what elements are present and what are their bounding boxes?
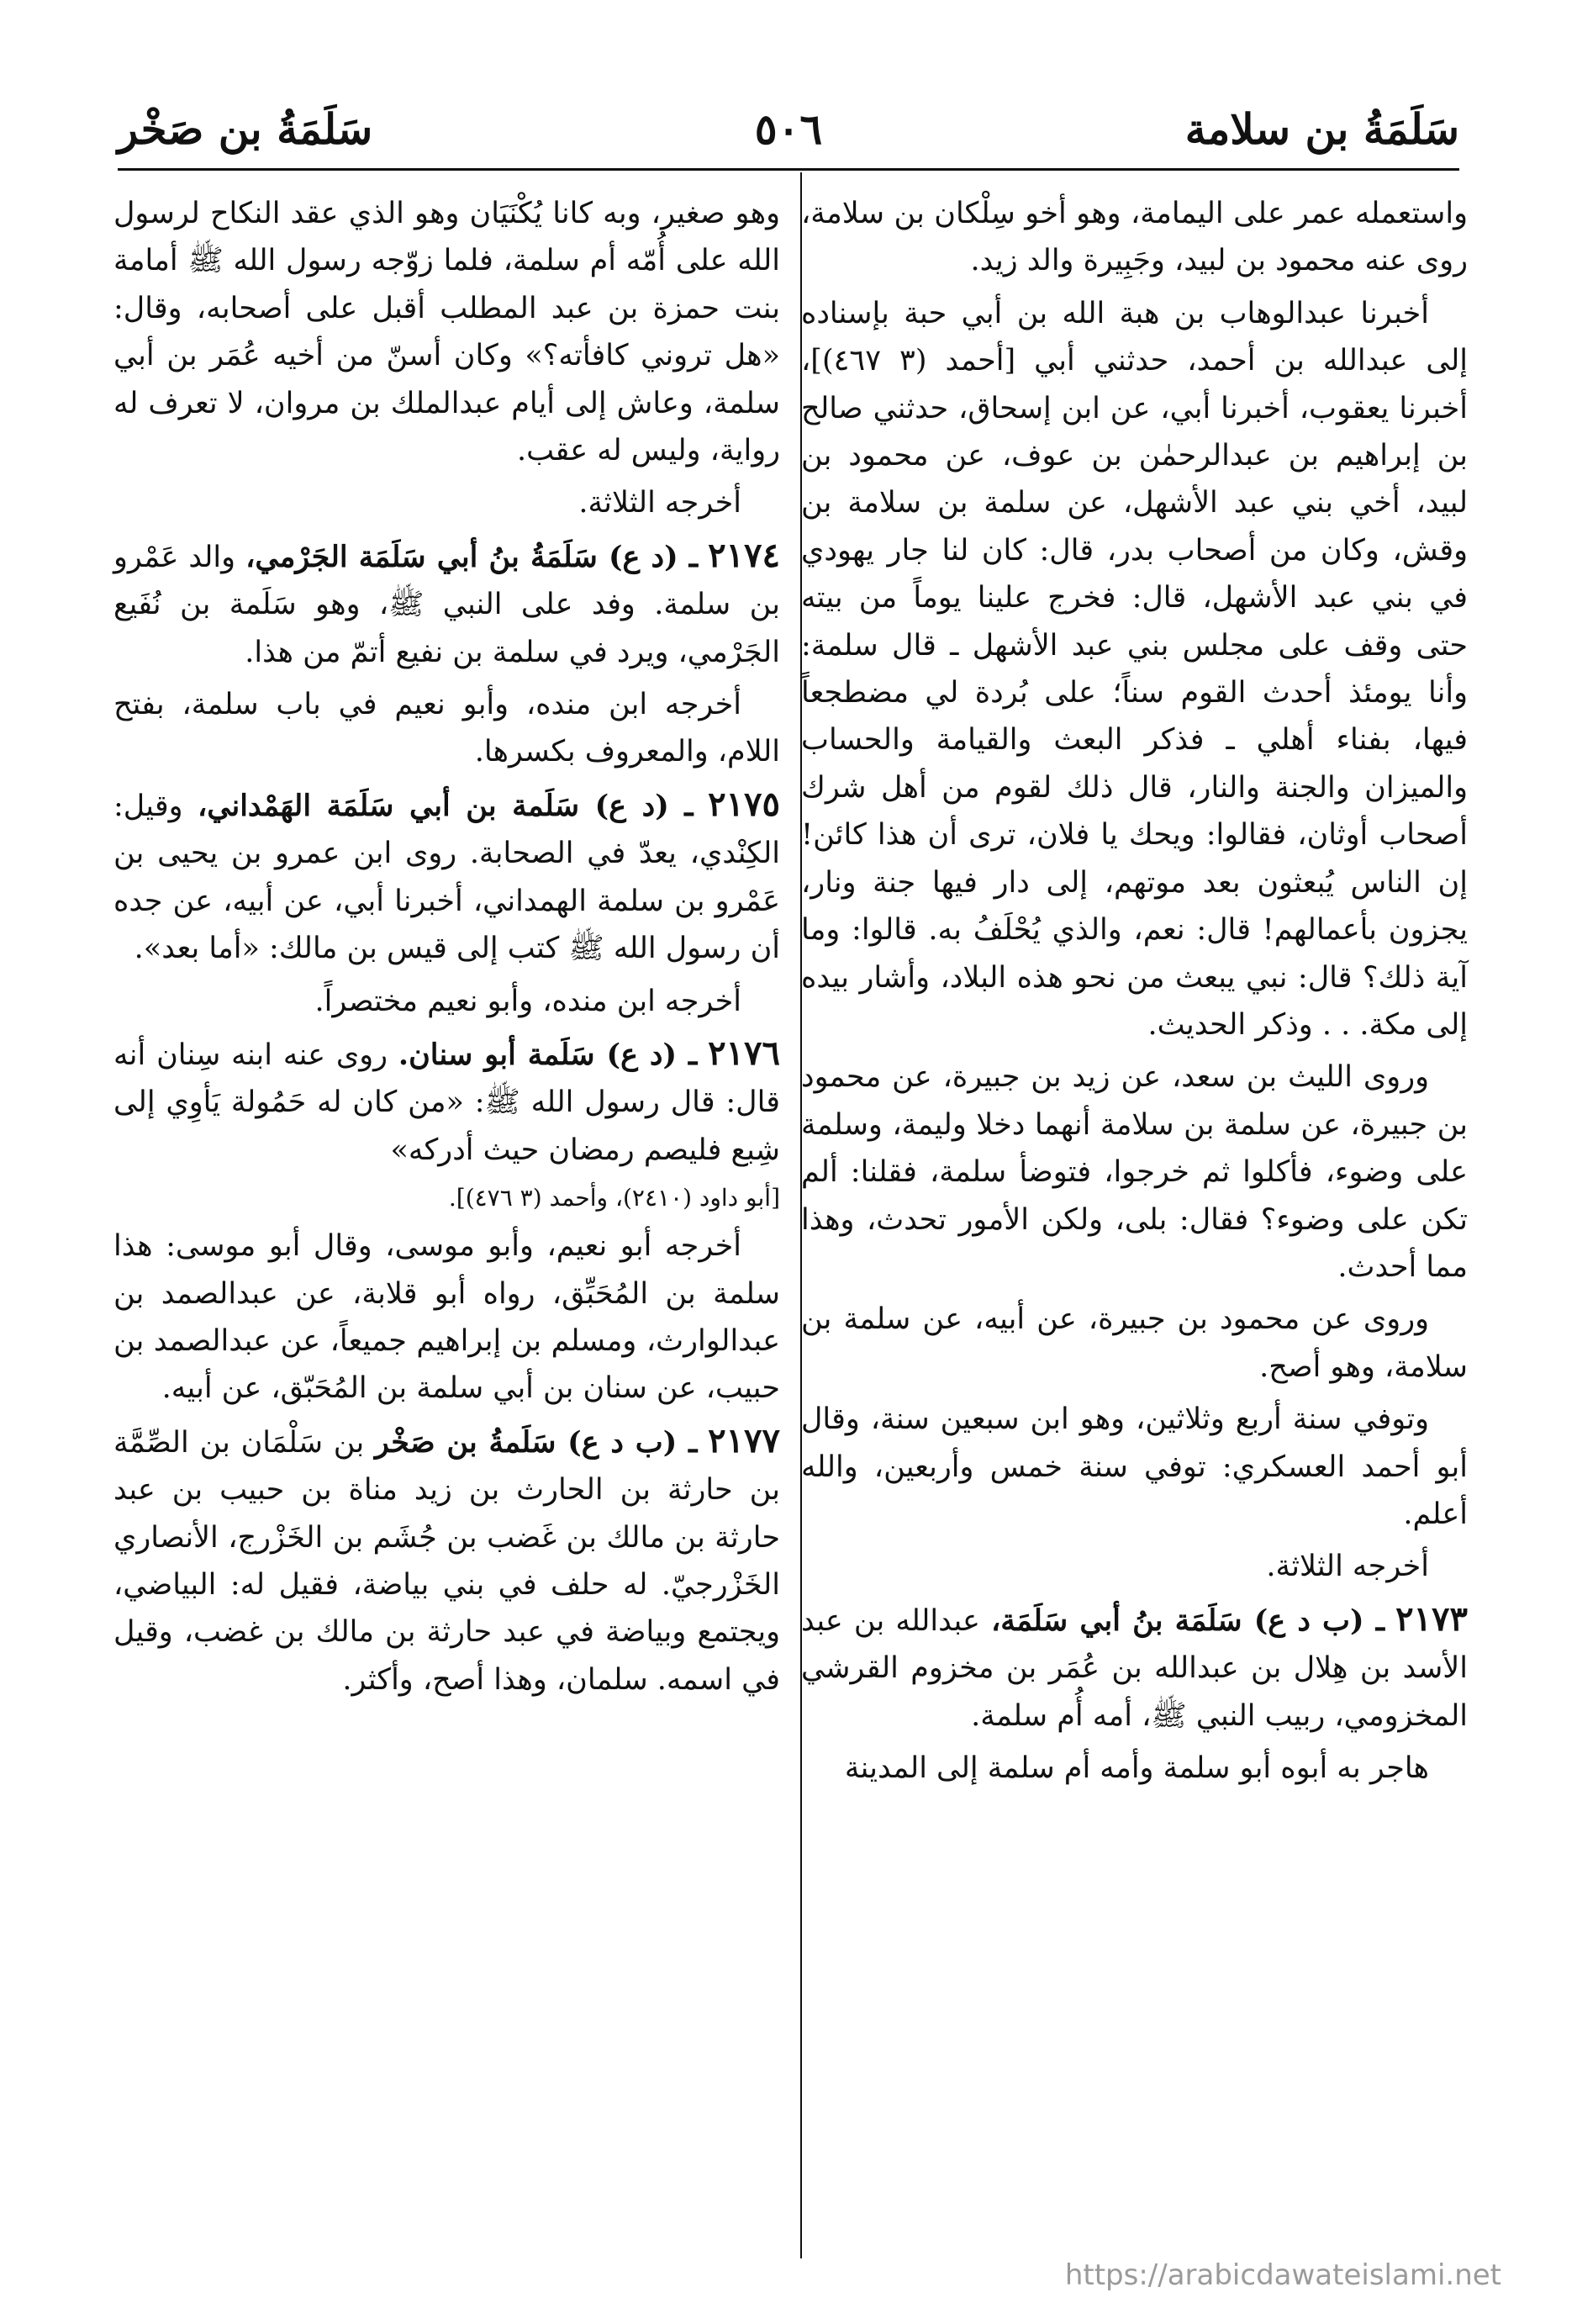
body-paragraph: وروى الليث بن سعد، عن زيد بن جبيرة، عن محمود بن جبيرة، عن سلمة بن سلامة أنهما دخلا وليمة، وسلمة على وضوء، فأكلوا ثم خرجوا، فتوضأ سلمة، فقلنا: ألم تكن على وضوء؟ فقال: بلى، ولكن الأمور تحدث، وهذا مما أحدث.	[801, 1060, 1468, 1284]
entry-number: ٢١٧٣	[1395, 1598, 1468, 1639]
entry-number: ٢١٧٤	[708, 535, 780, 575]
entry-number: ٢١٧٥	[708, 784, 780, 824]
entry-paragraph	[113, 532, 780, 676]
header-rule	[118, 168, 1459, 171]
watermark-url: https://arabicdawateislami.net	[1064, 2258, 1501, 2292]
entry-text: روى عنه ابنه سِنان أنه قال: قال رسول الله ﷺ: «من كان له حَمُولة يَأوِي إلى شِبع فليصم رمضان حيث أدركه»	[113, 1038, 780, 1167]
entry-paragraph	[113, 1418, 780, 1703]
entry-heading: ـ (ب د ع) سَلَمةُ بن صَخْر	[374, 1424, 698, 1460]
entry-number: ٢١٧٧	[708, 1420, 780, 1460]
entry-text: بن سَلْمَان بن الصِّمَّة بن حارثة بن الحارث بن زيد مناة بن حبيب بن عبد حارثة بن مالك بن غَضب بن جُشَم بن الخَزْرج، الأنصاري الخَزْرجيّ. له حلف في بني بياضة، فقيل له: البياضي، ويجتمع وبياضة في عبد حارثة بن مالك بن غضب، وقيل في اسمه. سلمان، وهذا أصح، وأكثر.	[113, 1425, 780, 1697]
page-number: ٥٠٦	[754, 103, 823, 154]
body-paragraph: أخرجه ابن منده، وأبو نعيم مختصراً.	[314, 984, 741, 1018]
entry-text: والد عَمْرو بن سلمة. وفد على النبي ﷺ، وهو سَلَمة بن نُفَيع الجَرْمي، ويرد في سلمة بن نفيع أتمّ من هذا.	[113, 540, 780, 669]
right-column	[801, 190, 1468, 1797]
body-paragraph: أخبرنا عبدالوهاب بن هبة الله بن أبي حبة بإسناده إلى عبدالله بن أحمد، حدثني أبي [أحمد (٣ ٤٦٧)]، أخبرنا يعقوب، أخبرنا أبي، عن ابن إسحاق، حدثني صالح بن إبراهيم بن عبدالرحمٰن بن عوف، عن محمود بن لبيد، أخي بني عبد الأشهل، عن سلمة بن سلامة بن وقش، وكان من أصحاب بدر، قال: كان لنا جار يهودي في بني عبد الأشهل، قال: فخرج علينا يوماً من بيته حتى وقف على مجلس بني عبد الأشهل ـ قال سلمة: وأنا يومئذ أحدث القوم سناً؛ على بُردة لي مضطجعاً فيها، بفناء أهلي ـ فذكر البعث والقيامة والحساب والميزان والجنة والنار، قال ذلك لقوم من أهل شرك أصحاب أوثان، فقالوا: ويحك يا فلان، ترى أن هذا كائن! إن الناس يُبعثون بعد موتهم، إلى دار فيها جنة ونار، يجزون بأعمالهم! قال: نعم، والذي يُحْلَفُ به. قالوا: وما آية ذلك؟ قال: نبي يبعث من نحو هذه البلاد، وأشار بيده إلى مكة. . . وذكر الحديث.	[801, 296, 1468, 1042]
left-column	[113, 190, 780, 1709]
body-paragraph: أخرجه الثلاثة.	[1266, 1550, 1429, 1584]
body-paragraph: أخرجه ابن منده، وأبو نعيم في باب سلمة، بفتح اللام، والمعروف بكسرها.	[113, 688, 780, 769]
entry-paragraph	[113, 781, 780, 973]
citation-line: [أبو داود (٢٤١٠)، وأحمد (٣ ٤٧٦)].	[448, 1184, 780, 1212]
body-paragraph: أخرجه الثلاثة.	[578, 486, 741, 520]
running-head	[118, 99, 1459, 158]
entry-heading: ـ (د ع) سَلَمة أبو سنان.	[398, 1037, 698, 1072]
entry-heading: ـ (د ع) سَلَمة بن أبي سَلَمَة الهَمْداني،	[197, 788, 694, 823]
body-paragraph: أخرجه أبو نعيم، وأبو موسى، وقال أبو موسى: هذا سلمة بن المُحَبِّق، رواه أبو قلابة، عن عبدالصمد بن عبدالوارث، ومسلم بن إبراهيم جميعاً، عن عبدالصمد بن حبيب، عن سنان بن أبي سلمة بن المُحَبّق، عن أبيه.	[113, 1229, 780, 1406]
entry-text: وقيل: الكِنْدي، يعدّ في الصحابة. روى ابن عمرو بن يحيى بن عَمْرو بن سلمة الهمداني، أخبرنا أبي، عن أبيه، عن جده أن رسول الله ﷺ كتب إلى قيس بن مالك: «أما بعد».	[113, 789, 780, 966]
entry-paragraph	[801, 1596, 1468, 1740]
body-paragraph: هاجر به أبوه أبو سلمة وأمه أم سلمة إلى المدينة	[844, 1751, 1429, 1785]
body-paragraph: واستعمله عمر على اليمامة، وهو أخو سِلْكان بن سلامة، روى عنه محمود بن لبيد، وجَبِيرة والد زيد.	[801, 197, 1468, 278]
entry-heading: ـ (د ع) سَلَمَةُ بنُ أبي سَلَمَة الجَرْمي،	[245, 539, 699, 574]
entry-number: ٢١٧٦	[708, 1033, 780, 1073]
entry-paragraph	[113, 1030, 780, 1174]
running-title-left: سَلَمَةُ بن صَخْر	[118, 103, 373, 154]
body-paragraph: وتوفي سنة أربع وثلاثين، وهو ابن سبعين سنة، وقال أبو أحمد العسكري: توفي سنة خمس وأربعين، والله أعلم.	[801, 1402, 1468, 1531]
entry-text: عبدالله بن عبد الأسد بن هِلال بن عبدالله بن عُمَر بن مخزوم القرشي المخزومي، ربيب النبي ﷺ، أمه أُم سلمة.	[801, 1603, 1468, 1733]
running-title-right: سَلَمَةُ بن سلامة	[1184, 103, 1459, 154]
body-paragraph: وروى عن محمود بن جبيرة، عن أبيه، عن سلمة بن سلامة، وهو أصح.	[801, 1302, 1468, 1384]
entry-heading: ـ (ب د ع) سَلَمَة بنُ أبي سَلَمَة،	[991, 1603, 1384, 1638]
body-paragraph: وهو صغير، وبه كانا يُكْنَيَان وهو الذي عقد النكاح لرسول الله على أُمّه أم سلمة، فلما زوّجه رسول الله ﷺ أمامة بنت حمزة بن عبد المطلب أقبل على أصحابه، وقال: «هل تروني كافأته؟» وكان أسنّ من أخيه عُمَر بن أبي سلمة، وعاش إلى أيام عبدالملك بن مروان، لا تعرف له رواية، وليس له عقب.	[113, 197, 780, 468]
